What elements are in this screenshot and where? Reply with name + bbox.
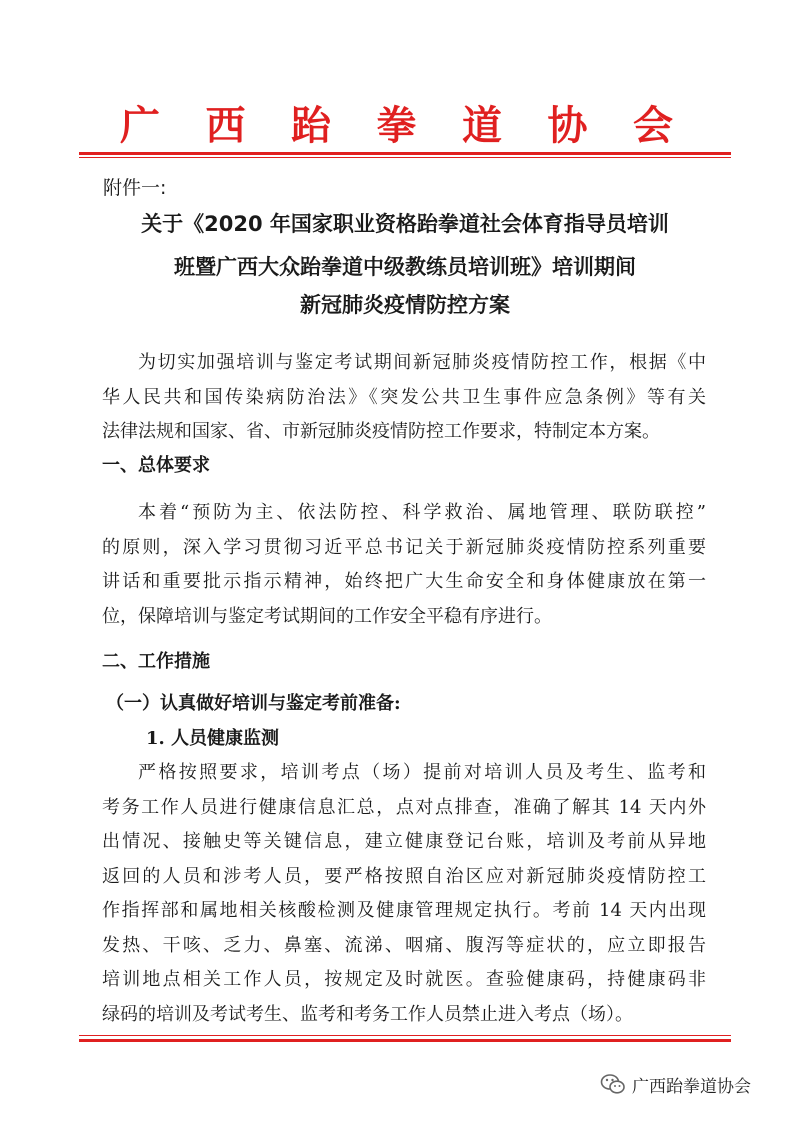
subsection-heading-preparation: （一）认真做好培训与鉴定考前准备: [106,693,401,714]
header-rule-thick [79,152,731,155]
org-title-char: 拳 [376,102,417,149]
paragraph-line: 为切实加强培训与鉴定考试期间新冠肺炎疫情防控工作，根据《中 [138,352,706,373]
doc-title-line-3: 新冠肺炎疫情防控方案 [300,293,510,317]
section2-paragraph [102,756,706,1032]
footer-account-name: 广西跆拳道协会 [632,1076,751,1097]
wechat-icon [600,1071,626,1097]
paragraph-line: 华人民共和国传染病防治法》《突发公共卫生事件应急条例》等有关 [102,386,706,408]
section-heading-general: 一、总体要求 [102,455,210,476]
paragraph-line: 出情况、接触史等关键信息，建立健康登记台账，培训及考前从异地 [102,831,706,852]
paragraph-line: 严格按照要求，培训考点（场）提前对培训人员及考生、监考和 [138,762,706,783]
item-heading-health-monitoring: 1. 人员健康监测 [146,728,280,749]
paragraph-line: 作指挥部和属地相关核酸检测及健康管理规定执行。考前 14 天内出现 [102,900,706,921]
org-title-char: 广 [120,102,160,149]
paragraph-line: 返回的人员和涉考人员，要严格按照自治区应对新冠肺炎疫情防控工 [102,865,706,887]
footer-rule-thin [79,1035,731,1036]
org-title-char: 跆 [291,102,331,149]
paragraph-line: 本着“预防为主、依法防控、科学救治、属地管理、联防联控” [138,502,706,523]
paragraph-line: 讲话和重要批示指示精神，始终把广大生命安全和身体健康放在第一 [102,571,706,592]
section1-paragraph [102,496,706,634]
paragraph-line: 发热、干咳、乏力、鼻塞、流涕、咽痛、腹泻等症状的，应立即报告 [102,934,706,956]
doc-title-line-1: 关于《2020 年国家职业资格跆拳道社会体育指导员培训 [141,212,669,236]
paragraph-line: 的原则，深入学习贯彻习近平总书记关于新冠肺炎疫情防控系列重要 [102,536,706,558]
org-title-char: 协 [547,102,588,149]
doc-title-line-2: 班暨广西大众跆拳道中级教练员培训班》培训期间 [174,255,636,279]
paragraph-line: 法律法规和国家、省、市新冠肺炎疫情防控工作要求，特制定本方案。 [102,421,660,442]
section-heading-measures: 二、工作措施 [102,651,210,672]
header-rule-thin [79,157,731,158]
footer-rule-thick [79,1039,731,1042]
paragraph-line: 培训地点相关工作人员，按规定及时就医。查验健康码，持健康码非 [102,969,706,990]
org-title-char: 西 [205,102,246,149]
attachment-label: 附件一: [103,177,167,199]
org-title-char: 会 [633,102,673,149]
org-title [120,98,673,154]
paragraph-line: 考务工作人员进行健康信息汇总，点对点排查，准确了解其 14 天内外 [102,796,706,818]
paragraph-line: 位，保障培训与鉴定考试期间的工作安全平稳有序进行。 [102,605,552,627]
paragraph-line: 绿码的培训及考试考生、监考和考务工作人员禁止进入考点（场）。 [102,1003,633,1025]
footer-account [600,1071,751,1097]
org-title-char: 道 [462,102,502,149]
intro-paragraph [102,346,706,450]
